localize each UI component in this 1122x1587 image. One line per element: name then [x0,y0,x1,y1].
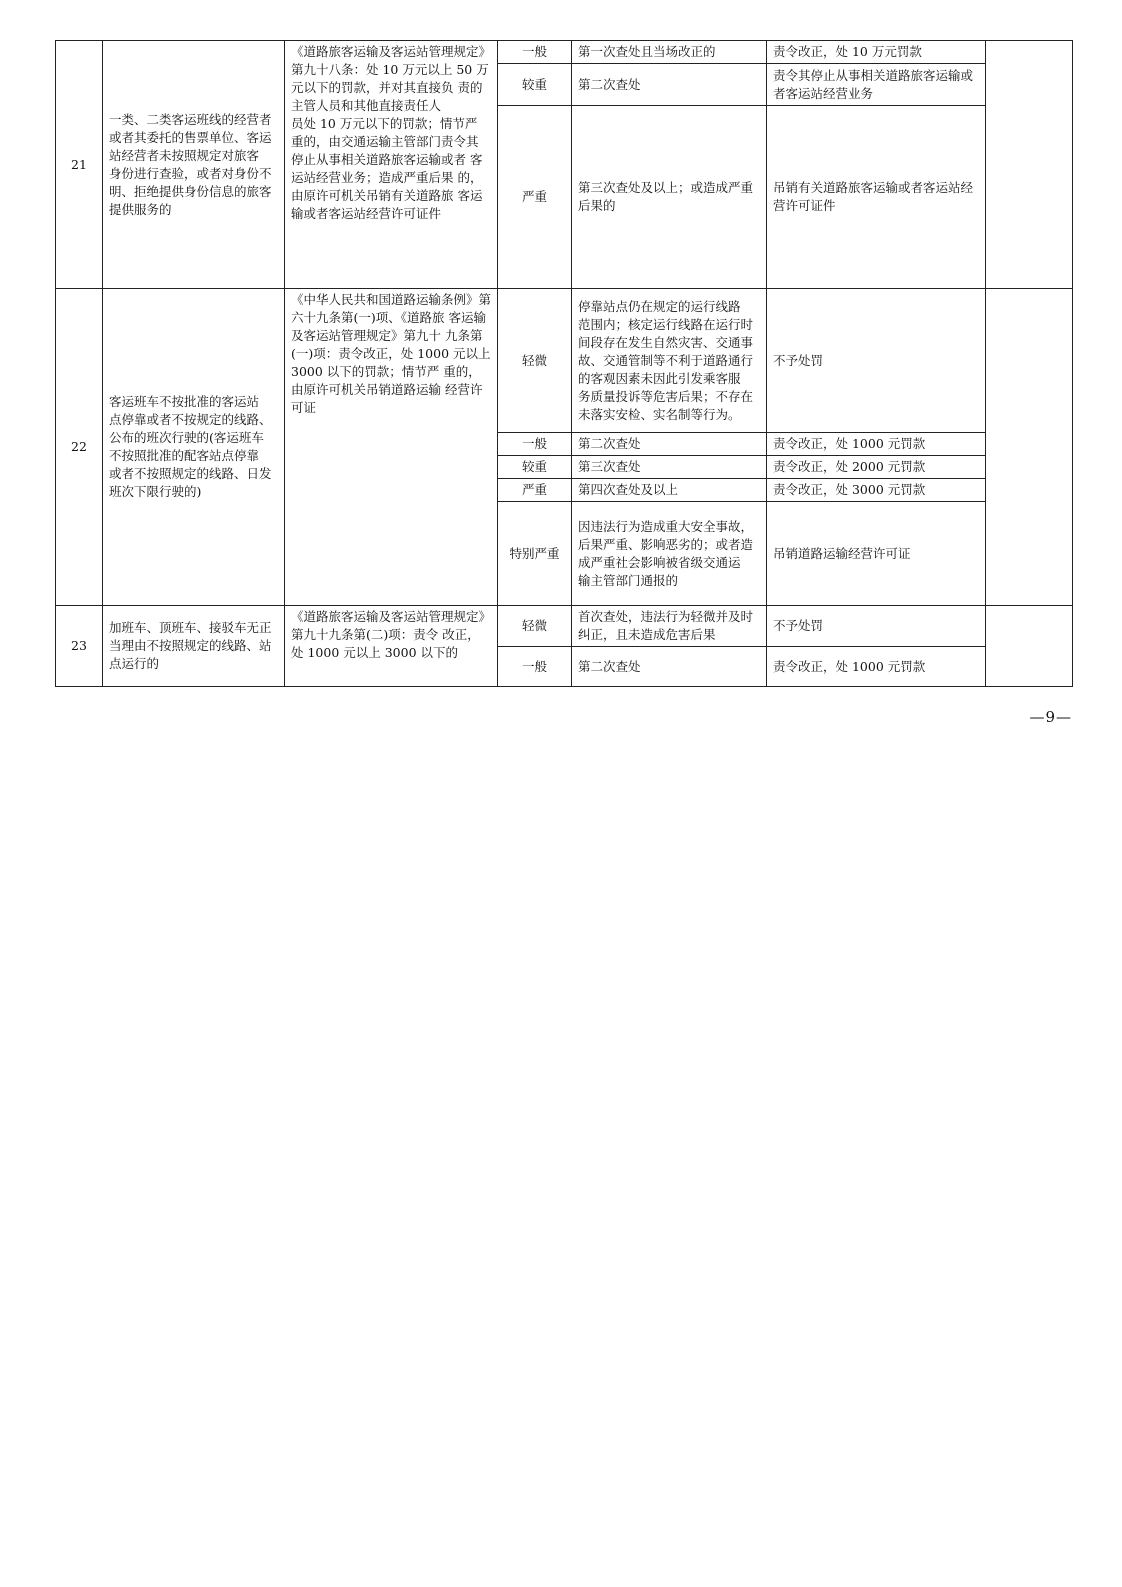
penalty-standard-table [55,40,1073,687]
behavior-line: 一类、二类客运班线的经营者或者其委托的售票单位、客运站经营者未按照规定对旅客 [109,111,272,163]
condition-line: 首次查处，违法行为轻微并及时纠正，且未造成危害后果 [578,609,754,642]
behavior-line: 身份进行查验，或者对身份不明、拒绝提供身份信息的旅客提供服务的 [109,165,272,217]
penalty-standard [767,456,986,479]
severity-level: 轻微 [498,289,572,433]
basis-line: 《道路旅客运输及客运站管理规定》第九十八条：处 10 万元以上 50 万元以下的罚款，并对其直接负 责的主管人员和其他直接责任人 [291,44,492,113]
violation-behavior [103,41,285,289]
applicable-condition [572,606,767,647]
penalty-standard [767,433,986,456]
legal-basis [285,41,498,289]
applicable-condition [572,647,767,687]
condition-line: 第二次查处 [578,658,641,674]
item-number: 21 [56,41,103,289]
item-number: 23 [56,606,103,687]
applicable-condition [572,456,767,479]
penalty-standard [767,647,986,687]
legal-basis [285,606,498,687]
severity-level: 特别严重 [498,502,572,606]
penalty-line: 责令其停止从事相关道路旅客运输或者客运站经营业务 [773,67,974,101]
condition-line: 务质量投诉等危害后果；不存在未落实安检、实名制等行为。 [578,388,754,422]
condition-line: 范围内；核定运行线路在运行时间段存在发生自然灾害、交通事故、交通管制等不利于道路通行的客观因素未因此引发乘客服 [578,316,754,386]
condition-line: 第二次查处 [578,76,641,92]
penalty-standard [767,289,986,433]
basis-line: 员处 10 万元以下的罚款；情节严 重的，由交通运输主管部门责令其 停止从事相关道路旅客运输或者 客运站经营业务；造成严重后果 的，由原许可机关吊销有关道路旅 客运输或者客运站经营许可证件 [291,116,483,221]
applicable-condition [572,289,767,433]
penalty-standard [767,106,986,289]
condition-line: 第四次查处及以上 [578,482,679,497]
condition-line: 因违法行为造成重大安全事故， 后果严重、影响恶劣的；或者造 成严重社会影响被省级交通运 [578,518,754,570]
violation-behavior [103,289,285,606]
penalty-line: 不予处罚 [773,352,824,368]
penalty-standard [767,64,986,106]
severity-level: 一般 [498,41,572,64]
behavior-line: 加班车、顶班车、接驳车无正当理由不按照规定的线路、站点运行的 [109,620,272,671]
table-body [56,41,1073,687]
condition-line: 第三次查处 [578,459,641,474]
severity-level: 一般 [498,647,572,687]
violation-behavior [103,606,285,687]
penalty-standard [767,502,986,606]
severity-level: 较重 [498,64,572,106]
penalty-line: 责令改正，处 10 万元罚款 [773,44,922,59]
condition-line: 停靠站点仍在规定的运行线路 [578,298,741,314]
applicable-condition [572,502,767,606]
penalty-line: 吊销道路运输经营许可证 [773,545,911,561]
penalty-standard [767,41,986,64]
behavior-line: 点停靠或者不按规定的线路、公布的班次行驶的(客运班车 不按照批准的配客站点停靠 [109,412,272,463]
page-number: —9— [1029,708,1072,726]
penalty-line: 吊销有关道路旅客运输或者客运站经营许可证件 [773,180,974,213]
behavior-line: 或者不按照规定的线路、日发班次下限行驶的) [109,466,272,499]
item-number: 22 [56,289,103,606]
penalty-line: 责令改正，处 1000 元罚款 [773,436,926,451]
behavior-line: 客运班车不按批准的客运站 [109,394,260,409]
penalty-line: 责令改正，处 3000 元罚款 [773,482,926,497]
table-row [56,289,1073,433]
severity-level: 严重 [498,479,572,502]
basis-line: 《道路旅客运输及客运站管理规定》第九十九条第(二)项：责令 改正，处 1000 元以上 3000 以下的 [291,609,492,660]
table-row [56,606,1073,647]
penalty-line: 责令改正，处 2000 元罚款 [773,459,926,474]
condition-line: 第三次查处及以上；或造成严重后果的 [578,180,754,213]
applicable-condition [572,433,767,456]
table-row [56,41,1073,64]
condition-line: 第一次查处且当场改正的 [578,44,716,59]
condition-line: 第二次查处 [578,436,641,451]
remarks-cell [986,289,1073,606]
applicable-condition [572,106,767,289]
severity-level: 一般 [498,433,572,456]
severity-level: 轻微 [498,606,572,647]
basis-line: 《中华人民共和国道路运输条例》第六十九条第(一)项、《道路旅 客运输及客运站管理规定》第九十 九条第(一)项：责令改正，处 1000 元以上 3000 以下的罚款；情节严 重的，由原许可机关吊销道路运输 经营许可证 [291,292,492,415]
condition-line: 输主管部门通报的 [578,572,679,588]
applicable-condition [572,479,767,502]
applicable-condition [572,64,767,106]
penalty-line: 不予处罚 [773,618,824,633]
severity-level: 较重 [498,456,572,479]
penalty-line: 责令改正，处 1000 元罚款 [773,658,926,674]
remarks-cell [986,41,1073,289]
severity-level: 严重 [498,106,572,289]
remarks-cell [986,606,1073,687]
penalty-standard [767,606,986,647]
applicable-condition [572,41,767,64]
legal-basis [285,289,498,606]
penalty-standard [767,479,986,502]
